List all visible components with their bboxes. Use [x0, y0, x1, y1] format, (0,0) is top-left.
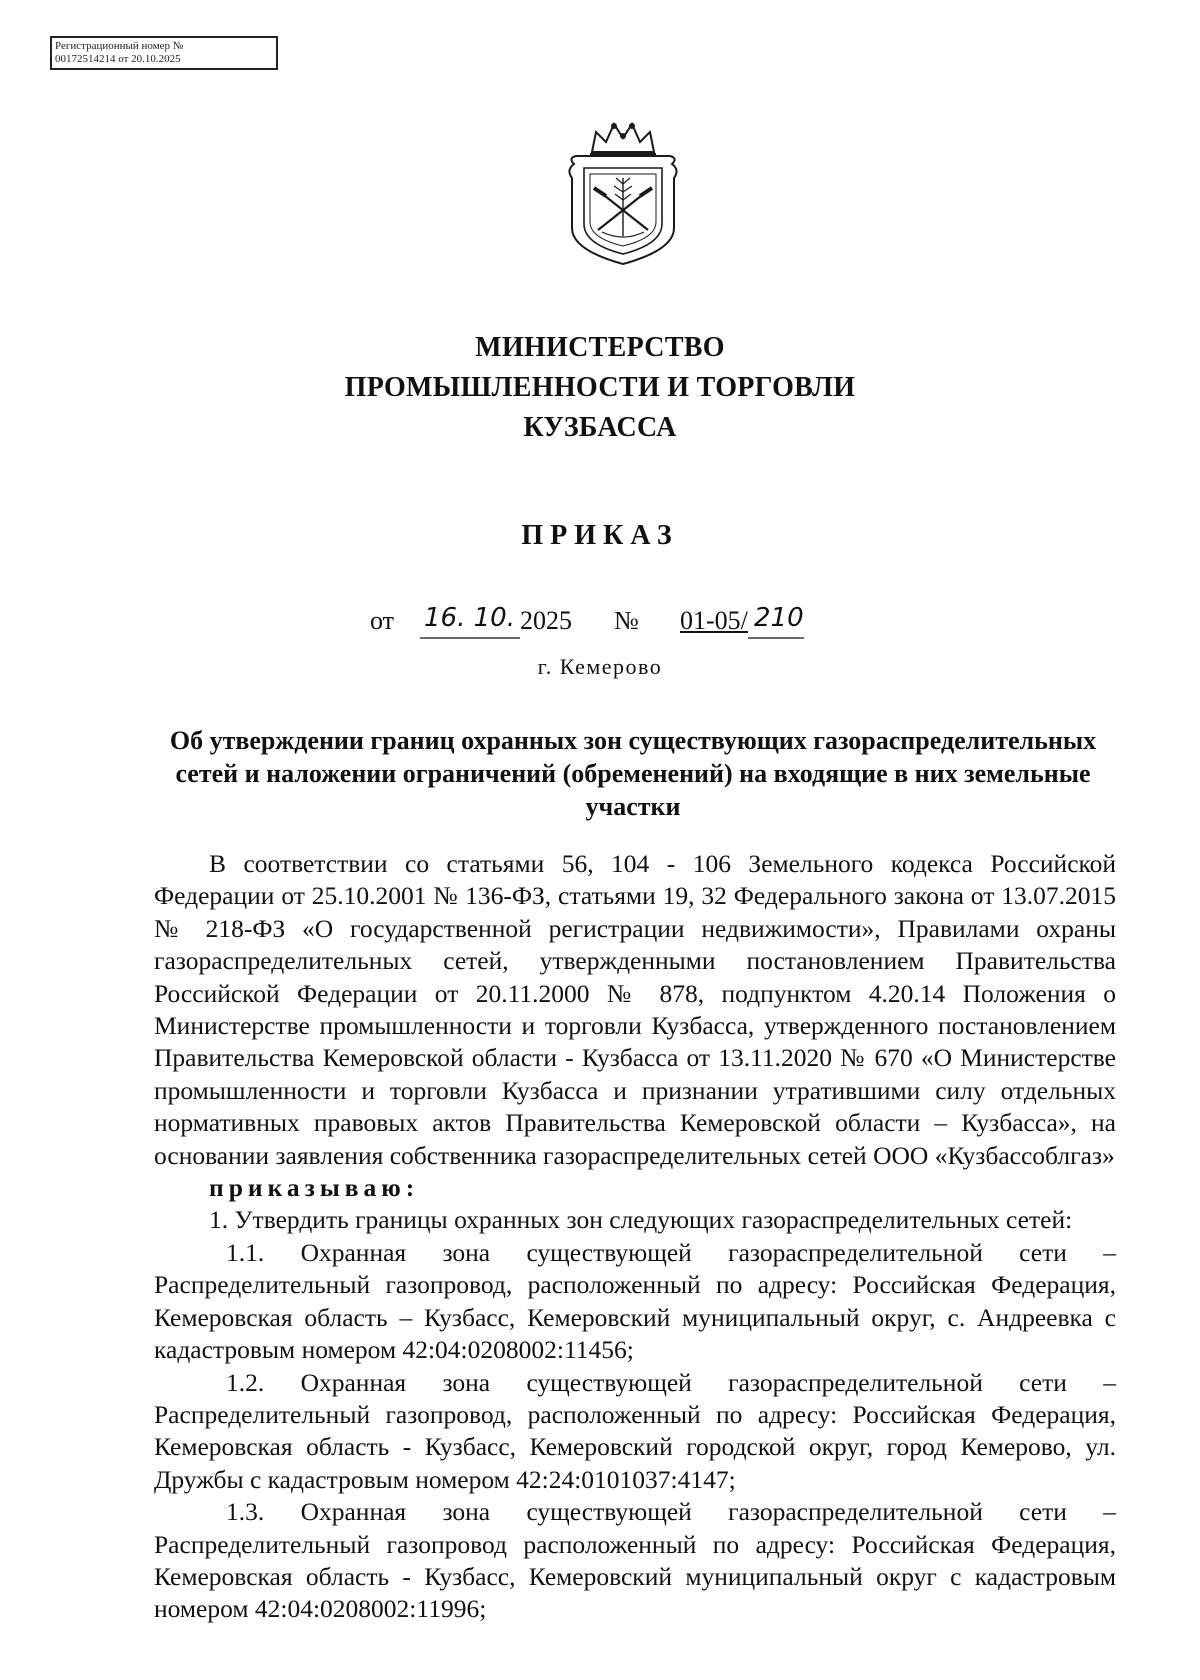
ministry-name-line-3: КУЗБАССА [523, 412, 677, 443]
registration-stamp [50, 36, 278, 70]
order-verb: приказываю: [209, 1173, 420, 1203]
preamble-paragraph: В соответствии со статьями 56, 104 - 106 Земельного кодекса Российской Федерации от 25.10.2001 № 136-ФЗ, статьями 19, 32 Федерального закона от 13.07.2015 № 218-ФЗ «О государственной регистрации недвижимости», Правилами охраны газораспределительных сетей, утвержденными постановлением Правительства Российской Федерации от 20.11.2000 № 878, подпунктом 4.20.14 Положения о Министерстве промышленности и торговли Кузбасса, утвержденного постановлением Правительства Кемеровской области - Кузбасса от 13.11.2020 № 670 «О Министерстве промышленности и торговли Кузбасса и признании утратившими силу отдельных нормативных правовых актов Правительства Кемеровской области – Кузбасса», на основании заявления собственника газораспределительных сетей ООО «Кузбассоблгаз» [154, 849, 1116, 1170]
from-label: от [370, 606, 395, 635]
ministry-name-line-2: ПРОМЫШЛЕННОСТИ И ТОРГОВЛИ [344, 372, 856, 403]
city-label: г. Кемерово [537, 654, 663, 679]
item-1-3-paragraph: 1.3. Охранная зона существующей газораспределительной сети – Распределительный газопровод расположенный по адресу: Российская Федерация, Кемеровская область - Кузбасс, Кемеровский муниципальный округ с кадастровым номером 42:04:0208002:11996; [154, 1497, 1116, 1624]
number-underline [748, 636, 804, 640]
ministry-name-line-1: МИНИСТЕРСТВО [475, 332, 725, 363]
document-type: ПРИКАЗ [521, 520, 679, 551]
handwritten-date: 16. 10. [424, 603, 515, 633]
stamp-line-2: 00172514214 от 20.10.2025 [55, 53, 181, 65]
point-1-paragraph: 1. Утвердить границы охранных зон следующих газораспределительных сетей: [209, 1205, 1073, 1235]
order-body [154, 848, 1116, 1626]
kuzbass-coat-of-arms-icon [562, 118, 684, 268]
item-1-2-paragraph: 1.2. Охранная зона существующей газораспределительной сети – Распределительный газопровод, расположенный по адресу: Российская Федерация, Кемеровская область - Кузбасс, Кемеровский городской округ, город Кемерово, ул. Дружбы с кадастровым номером 42:24:0101037:4147; [154, 1367, 1116, 1494]
stamp-line-1: Регистрационный номер № [55, 40, 184, 52]
item-1-1-paragraph: 1.1. Охранная зона существующей газораспределительной сети – Распределительный газопровод, расположенный по адресу: Российская Федерация, Кемеровская область – Кузбасс, Кемеровский муниципальный округ, с. Андреевка с кадастровым номером 42:04:0208002:11456; [154, 1237, 1116, 1365]
date-underline [420, 636, 520, 640]
number-sign: № [614, 606, 639, 635]
handwritten-number: 210 [754, 603, 804, 633]
order-year: 2025 [520, 606, 572, 635]
order-date-number [0, 603, 1200, 642]
order-number-prefix: 01-05/ [680, 606, 748, 635]
order-title: Об утверждении границ охранных зон существующих газораспределительных сетей и наложении ограничений (обременений) на входящие в них земельные участки [169, 726, 1097, 821]
